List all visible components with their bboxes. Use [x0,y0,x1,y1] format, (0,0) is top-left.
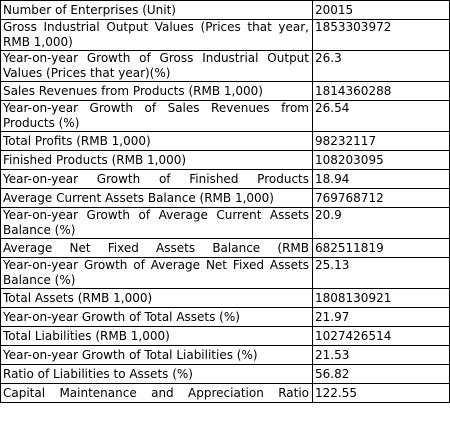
table-body [1,1,450,403]
table-row [1,51,450,82]
row-label: Year-on-year Growth of Sales Revenues from Products (%) [1,101,313,132]
table-row [1,239,450,258]
table-row [1,208,450,239]
row-label: Year-on-year Growth of Finished Products [1,170,313,189]
row-value: 56.82 [313,365,450,384]
row-value: 21.97 [313,308,450,327]
table-row [1,308,450,327]
row-value: 20.9 [313,208,450,239]
table-row [1,327,450,346]
row-label: Total Assets (RMB 1,000) [1,289,313,308]
row-value: 98232117 [313,132,450,151]
table-row [1,170,450,189]
row-value: 108203095 [313,151,450,170]
row-value: 122.55 [313,384,450,403]
table-row [1,151,450,170]
row-label: Average Net Fixed Assets Balance (RMB [1,239,313,258]
row-label: Year-on-year Growth of Total Assets (%) [1,308,313,327]
table-row [1,82,450,101]
row-value: 1027426514 [313,327,450,346]
row-label: Year-on-year Growth of Gross Industrial Output Values (Prices that year)(%) [1,51,313,82]
row-label: Gross Industrial Output Values (Prices that year, RMB 1,000) [1,20,313,51]
row-value: 26.3 [313,51,450,82]
row-value: 21.53 [313,346,450,365]
row-label: Total Profits (RMB 1,000) [1,132,313,151]
table-row [1,101,450,132]
row-value: 1814360288 [313,82,450,101]
row-label: Sales Revenues from Products (RMB 1,000) [1,82,313,101]
row-label: Year-on-year Growth of Total Liabilities (%) [1,346,313,365]
table-row [1,1,450,20]
row-value: 26.54 [313,101,450,132]
row-value: 20015 [313,1,450,20]
row-value: 1853303972 [313,20,450,51]
row-label: Year-on-year Growth of Average Net Fixed Assets Balance (%) [1,258,313,289]
row-label: Ratio of Liabilities to Assets (%) [1,365,313,384]
table-row [1,132,450,151]
table-row [1,258,450,289]
table-row [1,365,450,384]
row-label: Year-on-year Growth of Average Current Assets Balance (%) [1,208,313,239]
table-row [1,189,450,208]
row-label: Finished Products (RMB 1,000) [1,151,313,170]
table-row [1,289,450,308]
table-row [1,384,450,403]
row-value: 18.94 [313,170,450,189]
table-row [1,346,450,365]
table-row [1,20,450,51]
row-label: Total Liabilities (RMB 1,000) [1,327,313,346]
row-value: 682511819 [313,239,450,258]
row-label: Number of Enterprises (Unit) [1,1,313,20]
row-value: 1808130921 [313,289,450,308]
row-label: Capital Maintenance and Appreciation Ratio [1,384,313,403]
row-value: 25.13 [313,258,450,289]
row-label: Average Current Assets Balance (RMB 1,000) [1,189,313,208]
row-value: 769768712 [313,189,450,208]
